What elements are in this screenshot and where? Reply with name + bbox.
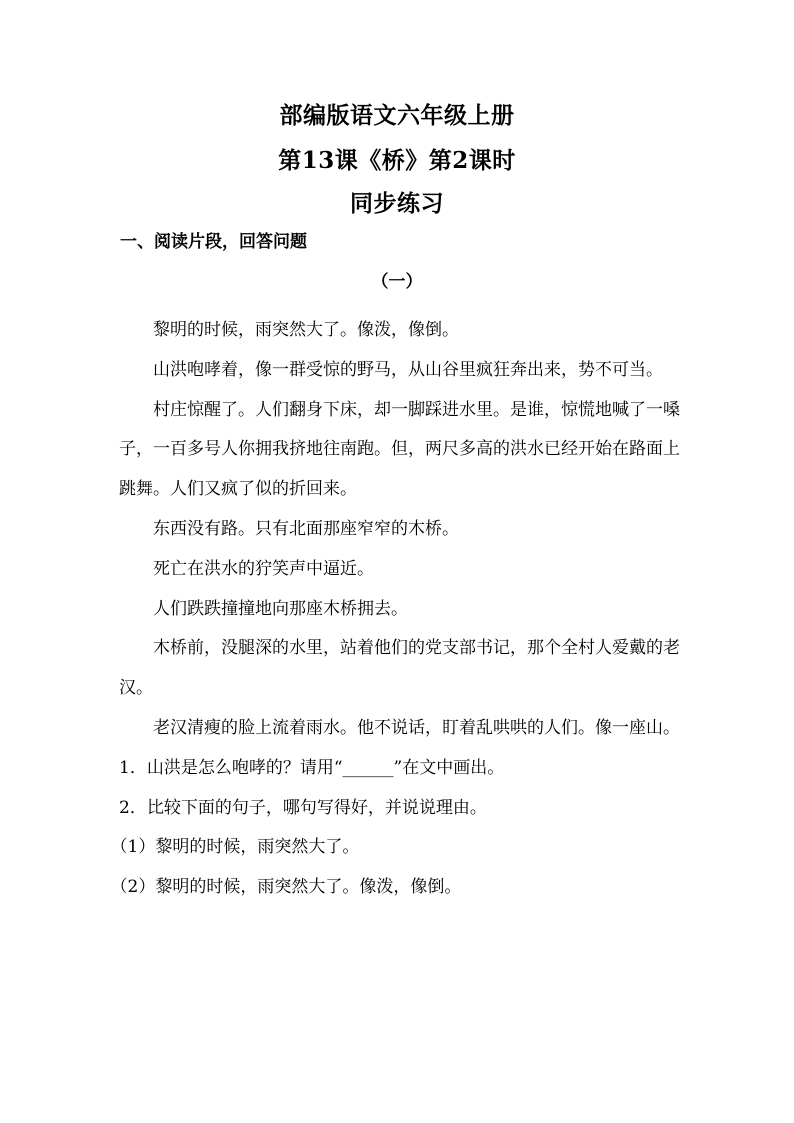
option-item: （1）黎明的时候，雨突然大了。 [110, 837, 360, 858]
paragraph: 老汉清瘦的脸上流着雨水。他不说话，盯着乱哄哄的人们。像一座山。 [153, 717, 680, 738]
title-lesson: 第13课《桥》第2课时 [278, 147, 516, 174]
paragraph: 山洪咆哮着，像一群受惊的野马，从山谷里疯狂奔出来，势不可当。 [153, 359, 663, 380]
paragraph: 东西没有路。只有北面那座窄窄的木桥。 [153, 518, 459, 539]
title-exercise: 同步练习 [350, 190, 444, 217]
paragraph: 人们跌跌撞撞地向那座木桥拥去。 [153, 598, 408, 619]
title-textbook: 部编版语文六年级上册 [279, 102, 515, 129]
section-heading: 一、阅读片段，回答问题 [120, 232, 307, 252]
question-item: 1．山洪是怎么咆哮的？请用“______”在文中画出。 [119, 757, 505, 778]
paragraph: 村庄惊醒了。人们翻身下床，却一脚踩进水里。是谁，惊慌地喊了一嗓子，一百多号人你拥我挤地往南跑。但，两尺多高的洪水已经开始在路面上跳舞。人们又疯了似的折回来。 [119, 399, 680, 500]
paragraph: 木桥前，没腿深的水里，站着他们的党支部书记，那个全村人爱戴的老汉。 [119, 638, 680, 699]
passage-body [110, 311, 681, 908]
part-label: （一） [371, 272, 423, 292]
paragraph: 死亡在洪水的狞笑声中逼近。 [153, 558, 374, 579]
question-item: 2．比较下面的句子，哪句写得好，并说说理由。 [119, 797, 487, 818]
paragraph: 黎明的时候，雨突然大了。像泼，像倒。 [153, 320, 459, 340]
option-item: （2）黎明的时候，雨突然大了。像泼，像倒。 [110, 877, 462, 898]
